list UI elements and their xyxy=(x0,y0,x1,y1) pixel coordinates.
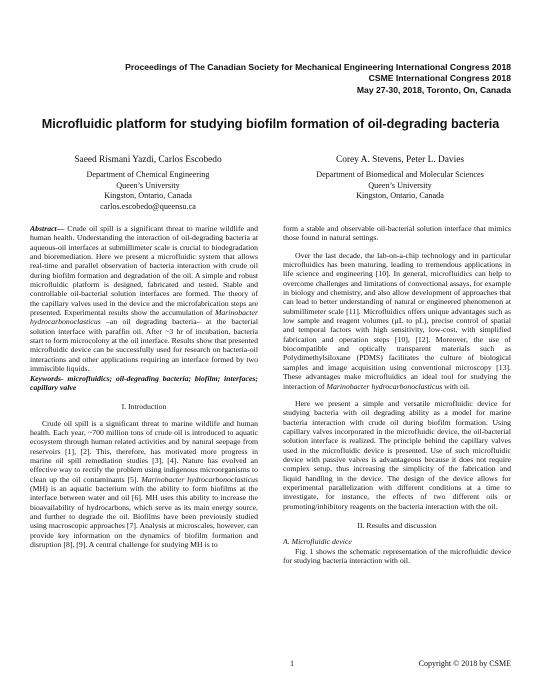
right-column xyxy=(283,224,511,565)
author-block-right xyxy=(290,155,510,202)
author-block-left xyxy=(38,155,258,212)
abstract-label: Abstract— xyxy=(30,224,65,233)
abstract-text: Crude oil spill is a significant threat to marine wildlife and human health. Understanding the interaction of oil-degrading bacteria at aqueous-oil interfaces at submillimeter scale is crucial to biodegradation and bioremediation. Here we present a microfluidic system that allows real-time and parallel observation of bacteria interaction with crude oil during biofilm formation and degradation of the oil. A simple and robust microfluidic platform is designed, fabricated and tested. Stable and controllable oil-bacterial solution interfaces are formed. The theory of the capillary valves used in the device and the microfabrication steps are presented. Experimental results show the accumulation of xyxy=(30,224,258,318)
paper-title: Microfluidic platform for studying biofilm formation of oil-degrading bacteria xyxy=(41,117,500,131)
intro-species: Marinobacter hydrocarbonoclasticus xyxy=(141,474,259,484)
author-city: Kingston, Ontario, Canada xyxy=(356,191,444,201)
right-paragraph-0: form a stable and observable oil-bacterial solution interface that mimics those found in natural settings. xyxy=(283,224,511,243)
abstract-species: Marinobacter hydrocarbonoclasticus xyxy=(30,308,258,327)
right-paragraph-2: Here we present a simple and versatile microfluidic device for studying bacteria with oil degrading ability as a model for marine bacteria interaction with crude oil during biofilm formation. Using capillary valves incorporated in the microfluidic device, the oil-bacterial solution interface is realized. The principle behind the capillary valves used in the microfluidic device is presented. Use of such microfluidic device with passive valves is advantageous because it does not require complex setup, thus increasing the simplicity of the fabrication and liquid handling in the device. The design of the device allows for experimental parallelization with different conditions at a time to investigate, for instance, the effects of two different oils or promoting/inhibitory reagents on the bacteria interaction with the oil. xyxy=(283,398,511,511)
subsection-heading: A. Microfluidic device xyxy=(283,537,352,547)
author-department: Department of Chemical Engineering xyxy=(86,170,210,180)
right-text: Over the last decade, the lab-on-a-chip technology and in particular microfluidics has been maturing, leading to tremendous applications in life science and engineering [10]. In general, microfluidics can help to overcome challenges and limitations of convectional assays, for example in biology and chemistry, and also allow development of approaches that can lead to better understanding of natural or engineered phenomenon at submillimeter scale [11]. Microfluidics offers unique advantages such as low sample and reagent volumes (µL to pL), precise control of spatial and temporal factors with high sensitivity, low-cost, with simplified fabrication and operation steps [10], [12]. Moreover, the use of biocompatible and optically transparent materials such as Polydimethylsiloxane (PDMS) facilitates the culture of biological samples and image acquisition using conventional microscopy [13]. These advantages make microfluidics an ideal tool for studying the interaction of xyxy=(283,250,511,391)
keywords: Keywords- microfluidics; oil-degrading bacteria; biofilm; interfaces; capillary valve xyxy=(30,373,258,392)
copyright-notice: Copyright © 2018 by CSME xyxy=(418,659,511,668)
intro-text: Crude oil spill is a significant threat to marine wildlife and human health. Each year, ~700 million tons of crude oil is introduced to aquatic ecosystem through human related activities and by natural seepage from reservoirs [1], [2]. This, therefore, has motivated more progress in marine oil spill remediation studies [3], [4]. Nature has evolved an effective way to rectify the problem using indigenous microorganisms to clean up the oil contaminants [5]. xyxy=(30,418,258,484)
page-number: 1 xyxy=(290,659,294,668)
intro-text-2: (MH) is an aquatic bacterium with the ability to form biofilms at the interface between water and oil [6]. MH uses this ability to increase the bioavailability of hydrocarbons, which serve as its main energy source, and further to degrade the oil. Biofilms have been previously studied using macroscopic approaches [7]. Analysis at microscales, however, can provide key information on the dynamics of biofilm formation and disruption [8], [9]. A central challenge for studying MH is to xyxy=(30,483,258,549)
author-university: Queen’s University xyxy=(116,180,180,190)
congress-line: CSME International Congress 2018 xyxy=(368,73,511,84)
author-city: Kingston, Ontario, Canada xyxy=(104,191,192,201)
section-heading-introduction: I. Introduction xyxy=(121,402,167,412)
author-names: Saeed Rismani Yazdi, Carlos Escobedo xyxy=(74,155,222,165)
right-paragraph-1 xyxy=(283,251,511,391)
author-department: Department of Biomedical and Molecular Sciences xyxy=(316,170,484,180)
section-heading-results: II. Results and discussion xyxy=(357,520,437,530)
abstract-text-2: –an oil degrading bacteria– at the bacterial solution interface with paraffin oil. After ~3 hr of incubation, bacteria start to form microcolony at the oil interface. Results show that presented microfluidic device can be successfully used for research on bacteria-oil interactions and other applications requiring an interface formed by two immiscible liquids. xyxy=(30,317,258,374)
right-species: Marinobacter hydrocarbonoclasticus xyxy=(326,381,443,391)
author-names: Corey A. Stevens, Peter L. Davies xyxy=(335,155,465,165)
author-university: Queen’s University xyxy=(368,180,432,190)
right-text-end: with oil. xyxy=(442,381,470,391)
right-paragraph-3: Fig. 1 shows the schematic representation of the microfluidic device for studying bacteria interaction with oil. xyxy=(283,546,511,565)
intro-paragraph xyxy=(30,419,258,550)
author-email: carlos.escobedo@queensu.ca xyxy=(100,201,196,211)
abstract xyxy=(30,224,258,374)
date-location-line: May 27-30, 2018, Toronto, On, Canada xyxy=(356,84,511,95)
left-column xyxy=(30,224,258,549)
proceedings-header xyxy=(125,62,511,96)
proceedings-line: Proceedings of The Canadian Society for Mechanical Engineering International Congress 2018 xyxy=(125,62,511,72)
